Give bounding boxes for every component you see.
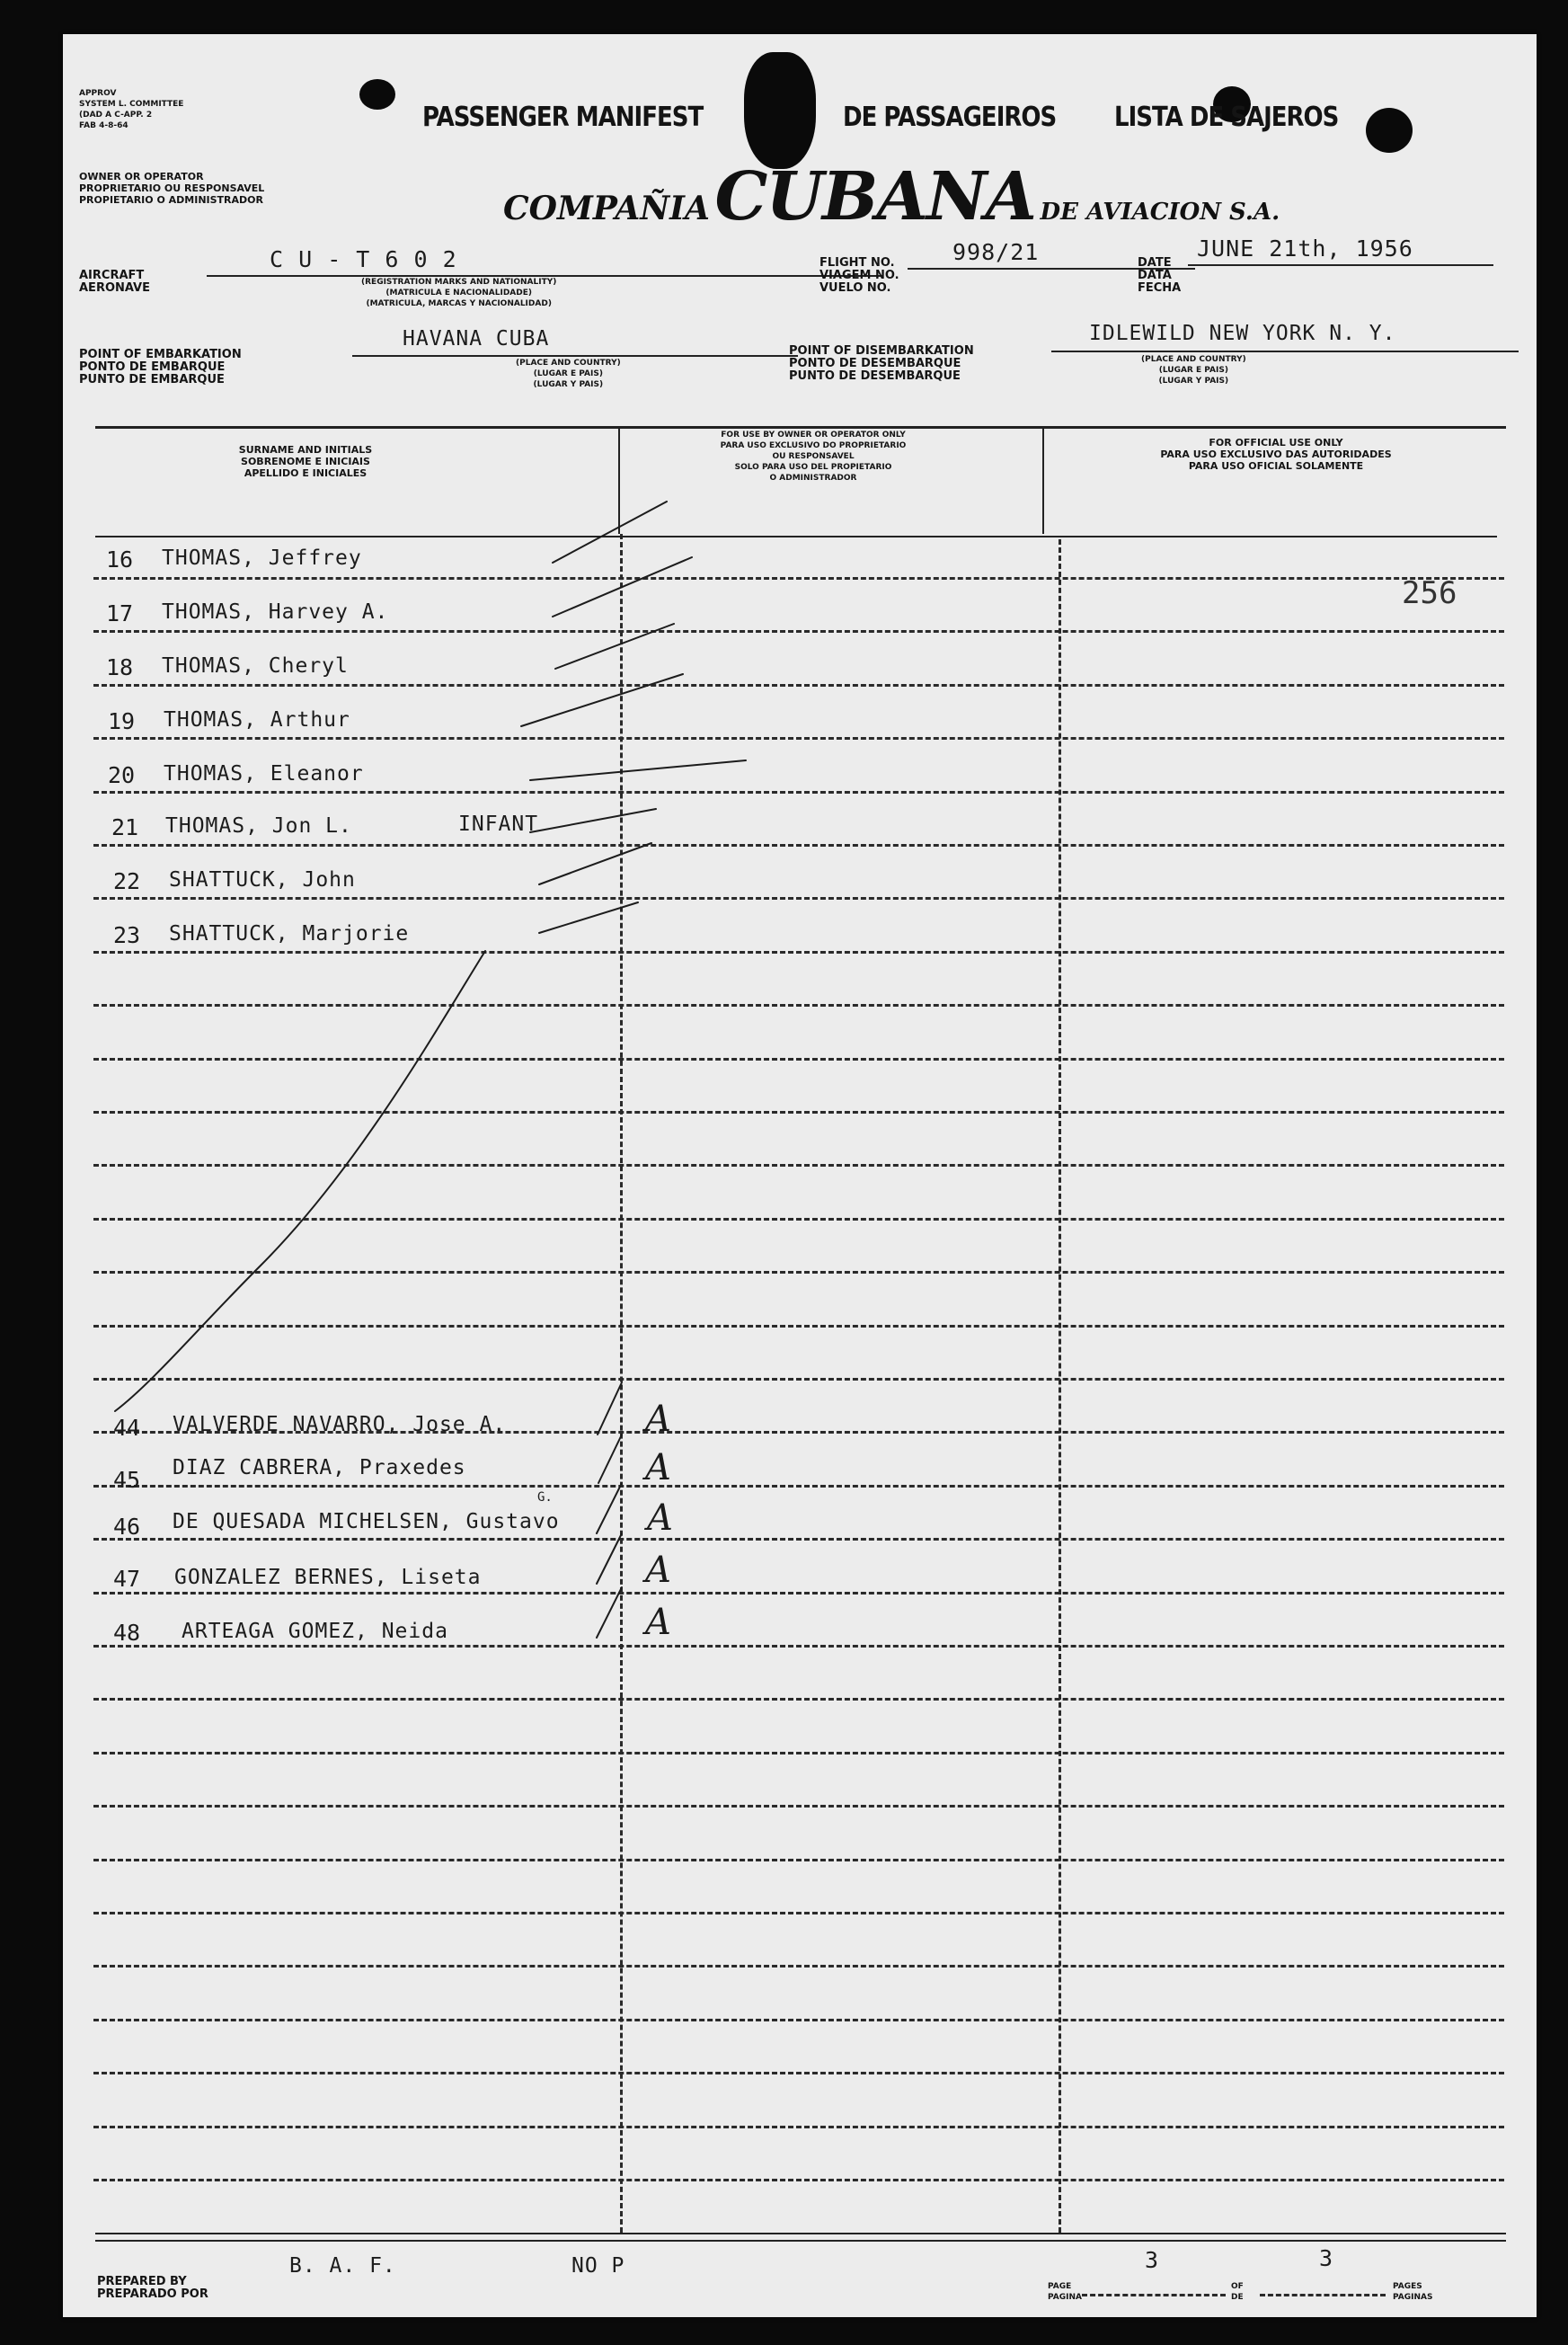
title-pt: DE PASSAGEIROS bbox=[843, 102, 1057, 134]
hand-mark: A bbox=[647, 1497, 673, 1539]
passenger-name: VALVERDE NAVARRO, Jose A. bbox=[173, 1413, 507, 1436]
tick-mark bbox=[539, 843, 651, 884]
handwriting-strokes bbox=[63, 34, 1537, 2317]
row-number: 48 bbox=[113, 1620, 141, 1646]
passenger-name: DE QUESADA MICHELSEN, Gustavo bbox=[173, 1510, 560, 1533]
aircraft-value: C U - T 6 0 2 bbox=[270, 246, 457, 272]
passenger-name: THOMAS, Jeffrey bbox=[162, 546, 362, 570]
aircraft-hints: (REGISTRATION MARKS AND NATIONALITY) (MATRICULA E NACIONALIDADE) (MATRICULA, MARCAS Y NACIONALIDAD) bbox=[361, 278, 557, 308]
slash-mark bbox=[597, 1587, 622, 1638]
passenger-name: SHATTUCK, John bbox=[169, 868, 356, 892]
row-number: 22 bbox=[113, 868, 141, 894]
manifest-sheet bbox=[63, 34, 1537, 2317]
hand-mark: A bbox=[645, 1399, 671, 1440]
tick-mark bbox=[530, 760, 746, 780]
slash-mark bbox=[598, 1435, 622, 1483]
passenger-name: THOMAS, Arthur bbox=[164, 708, 350, 732]
row-number: 47 bbox=[113, 1566, 141, 1592]
tick-mark bbox=[530, 809, 656, 832]
company-mid: CUBANA bbox=[714, 158, 1035, 235]
row-number: 44 bbox=[113, 1415, 141, 1441]
form-approval: APPROV SYSTEM L. COMMITTEE (DAD A C-APP. 2 FAB 4-8-64 bbox=[79, 89, 184, 130]
passenger-superscript: G. bbox=[537, 1490, 553, 1505]
column-header-owner: FOR USE BY OWNER OR OPERATOR ONLY PARA USO EXCLUSIVO DO PROPRIETARIO OU RESPONSAVEL SOLO PARA USO DEL PROPIETARIO O ADMINISTRADOR bbox=[720, 431, 907, 483]
tick-mark bbox=[553, 502, 667, 563]
page-labels: PAGE PAGINA bbox=[1048, 2282, 1082, 2302]
row-number: 20 bbox=[108, 762, 136, 788]
pages-labels: PAGES PAGINAS bbox=[1393, 2282, 1433, 2302]
column-header-name: SURNAME AND INITIALS SOBRENOME E INICIAIS APELLIDO E INICIALES bbox=[238, 444, 373, 479]
tick-mark bbox=[521, 674, 683, 726]
passenger-name: THOMAS, Eleanor bbox=[164, 762, 364, 786]
date-value: JUNE 21th, 1956 bbox=[1197, 235, 1413, 262]
of-value: 3 bbox=[1319, 2245, 1334, 2271]
disembarkation-labels: POINT OF DISEMBARKATION PONTO DE DESEMBARQUE PUNTO DE DESEMBARQUE bbox=[789, 344, 974, 383]
disembarkation-hints: (PLACE AND COUNTRY) (LUGAR E PAIS) (LUGAR Y PAIS) bbox=[1141, 355, 1246, 386]
passenger-name: GONZALEZ BERNES, Liseta bbox=[174, 1566, 482, 1589]
passenger-name: DIAZ CABRERA, Praxedes bbox=[173, 1456, 466, 1479]
prepared-labels: PREPARED BY PREPARADO POR bbox=[97, 2275, 208, 2301]
row-number: 45 bbox=[113, 1467, 141, 1493]
slash-mark bbox=[598, 1382, 622, 1435]
page-underline bbox=[1082, 2294, 1226, 2296]
slash-mark bbox=[597, 1533, 622, 1584]
aircraft-labels: AIRCRAFT AERONAVE bbox=[79, 269, 151, 295]
passenger-name: SHATTUCK, Marjorie bbox=[169, 922, 410, 946]
tick-mark bbox=[553, 557, 692, 617]
hand-mark: A bbox=[645, 1550, 671, 1591]
row-number: 21 bbox=[111, 814, 139, 840]
hand-mark: A bbox=[645, 1602, 671, 1643]
passenger-name: THOMAS, Cheryl bbox=[162, 654, 349, 678]
flight-labels: FLIGHT NO. VIAGEM NO. VUELO NO. bbox=[819, 256, 899, 295]
embarkation-labels: POINT OF EMBARKATION PONTO DE EMBARQUE PUNTO DE EMBARQUE bbox=[79, 348, 242, 386]
column-header-official: FOR OFFICIAL USE ONLY PARA USO EXCLUSIVO DAS AUTORIDADES PARA USO OFICIAL SOLAMENTE bbox=[1160, 437, 1392, 472]
embarkation-value: HAVANA CUBA bbox=[403, 327, 550, 351]
row-number: 46 bbox=[113, 1514, 141, 1540]
passenger-name: THOMAS, Harvey A. bbox=[162, 600, 389, 624]
row-number: 17 bbox=[106, 600, 134, 626]
company-left: COMPAÑIA bbox=[503, 190, 710, 227]
footer-rule-2 bbox=[95, 2240, 1506, 2242]
prepared-value: B. A. F. bbox=[289, 2254, 396, 2278]
hand-mark: A bbox=[645, 1447, 671, 1488]
tick-mark bbox=[539, 902, 638, 933]
embarkation-hints: (PLACE AND COUNTRY) (LUGAR E PAIS) (LUGAR Y PAIS) bbox=[516, 359, 621, 389]
stamp-number: 256 bbox=[1402, 575, 1457, 611]
passenger-note: INFANT bbox=[458, 813, 539, 836]
row-number: 16 bbox=[106, 546, 134, 573]
row-number: 23 bbox=[113, 922, 141, 948]
date-labels: DATE DATA FECHA bbox=[1138, 256, 1182, 295]
passenger-name: ARTEAGA GOMEZ, Neida bbox=[182, 1620, 448, 1643]
tick-mark bbox=[555, 624, 674, 669]
footer-rule-1 bbox=[95, 2233, 1506, 2234]
flight-value: 998/21 bbox=[952, 239, 1040, 265]
of-labels: OF DE bbox=[1231, 2282, 1244, 2302]
page-value: 3 bbox=[1145, 2247, 1160, 2273]
row-number: 19 bbox=[108, 708, 136, 734]
of-underline bbox=[1260, 2294, 1386, 2296]
row-number: 18 bbox=[106, 654, 134, 680]
passenger-name: THOMAS, Jon L. bbox=[165, 814, 352, 838]
title-es: LISTA DE SAJEROS bbox=[1114, 102, 1339, 134]
disembarkation-value: IDLEWILD NEW YORK N. Y. bbox=[1089, 322, 1396, 345]
company-right: DE AVIACION S.A. bbox=[1040, 199, 1280, 226]
slash-mark bbox=[597, 1483, 622, 1533]
owner-labels: OWNER OR OPERATOR PROPRIETARIO OU RESPONSAVEL PROPIETARIO O ADMINISTRADOR bbox=[79, 171, 265, 206]
nop-value: NO P bbox=[571, 2254, 625, 2278]
diagonal-void-line bbox=[115, 951, 485, 1411]
title-en: PASSENGER MANIFEST bbox=[422, 102, 704, 134]
